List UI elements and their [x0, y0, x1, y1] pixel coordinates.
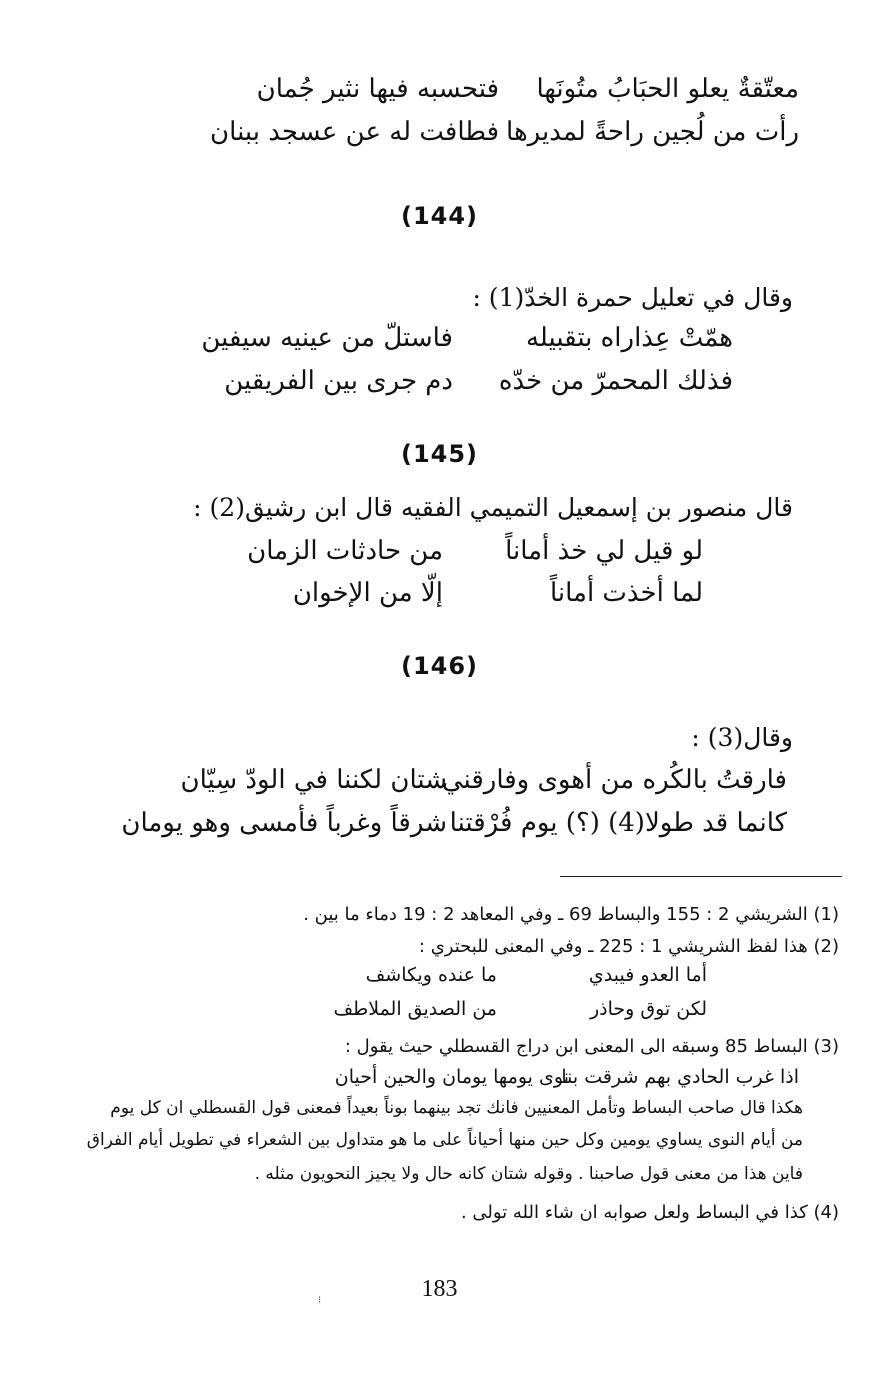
verse-first-hemistich: فذلك المحمرّ من خدّه [498, 366, 733, 396]
poem-intro: قال منصور بن إسمعيل التميمي الفقيه قال ابن رشيق(2) : [193, 493, 793, 522]
verse-second-hemistich: فتحسبه فيها نثير جُمان [256, 74, 499, 104]
footnote-separator [560, 876, 842, 877]
poem-number: (146) [400, 652, 479, 680]
verse-line [181, 765, 788, 795]
verse-second-hemistich: نوى يومها يومان والحين أحيان [334, 1066, 569, 1088]
verse-second-hemistich: من حادثات الزمان [247, 536, 443, 566]
verse-first-hemistich: اذا غرب الحادي بهم شرقت بنا [561, 1066, 799, 1088]
footnote-text-line: فاين هذا من معنى قول صاحبنا . وقوله شتان كانه حال ولا يجيز النحويون مثله . [254, 1164, 803, 1184]
verse-second-hemistich: شتان لكننا في الودّ سِيّان [180, 765, 447, 795]
verse-line [247, 536, 703, 566]
verse-first-hemistich: همّتْ عِذاراه بتقبيله [525, 323, 733, 353]
verse-second-hemistich: فطافت له عن عسجد ببنان [210, 117, 499, 147]
verse-second-hemistich: إلّا من الإخوان [292, 578, 443, 608]
verse-first-hemistich: أما العدو فيبدي [588, 964, 707, 986]
verse-line [257, 74, 799, 104]
verse-second-hemistich: شرقاً وغرباً فأمسى وهو يومان [121, 808, 447, 838]
verse-first-hemistich: لما أخذت أماناً [549, 578, 703, 608]
verse-first-hemistich: لكن توق وحاذر [589, 998, 707, 1020]
verse-line [224, 366, 733, 396]
footnote-4: (4) كذا في البساط ولعل صوابه ان شاء الله تولى . [460, 1202, 839, 1223]
verse-line [293, 578, 703, 608]
poem-intro: وقال في تعليل حمرة الخدّ(1) : [472, 283, 793, 312]
verse-line [210, 117, 799, 147]
verse-first-hemistich: معتّقةٌ يعلو الحبَابُ متُونَها [536, 74, 799, 104]
footnote-verse-line [333, 998, 707, 1020]
page-number: 183 [421, 1276, 458, 1302]
footnote-verse-line [335, 1066, 799, 1088]
verse-second-hemistich: دم جرى بين الفريقين [224, 366, 453, 396]
verse-line [121, 808, 787, 838]
footnote-text-line: هكذا قال صاحب البساط وتأمل المعنيين فانك تجد بينهما بوناً بعيداً فمعنى قول القسطلي ان كل يوم [110, 1098, 803, 1118]
verse-second-hemistich: من الصديق الملاطف [333, 998, 497, 1020]
verse-line [201, 323, 733, 353]
verse-first-hemistich: لو قيل لي خذ أماناً [505, 536, 703, 566]
footnote-2: (2) هذا لفظ الشريشي 1 : 225 ـ وفي المعنى للبحتري : [418, 936, 839, 957]
poem-intro: وقال(3) : [691, 723, 793, 752]
footnote-1: (1) الشريشي 2 : 155 والبساط 69 ـ وفي المعاهد 2 : 19 دماء ما بين . [303, 904, 839, 925]
poem-number: (145) [400, 440, 479, 468]
poem-number: (144) [400, 202, 479, 230]
footnote-3: (3) البساط 85 وسبقه الى المعنى ابن دراج القسطلي حيث يقول : [344, 1036, 839, 1057]
verse-first-hemistich: كانما قد طولا(4) (؟) يوم فُرْقتنا [449, 808, 787, 838]
verse-second-hemistich: ما عنده ويكاشف [365, 964, 497, 986]
footnote-text-line: من أيام النوى يساوي يومين وكل حين منها أحياناً على ما هو متداول بين الشعراء في تطويل أيام الفراق [86, 1130, 803, 1150]
verse-first-hemistich: فارقتُ بالكُره من أهوى وفارقني [441, 765, 787, 795]
verse-first-hemistich: رأت من لُجين راحةً لمديرها [506, 117, 799, 147]
margin-mark: ⁝ [318, 1295, 322, 1306]
verse-second-hemistich: فاستلّ من عينيه سيفين [201, 323, 453, 353]
footnote-verse-line [366, 964, 707, 986]
